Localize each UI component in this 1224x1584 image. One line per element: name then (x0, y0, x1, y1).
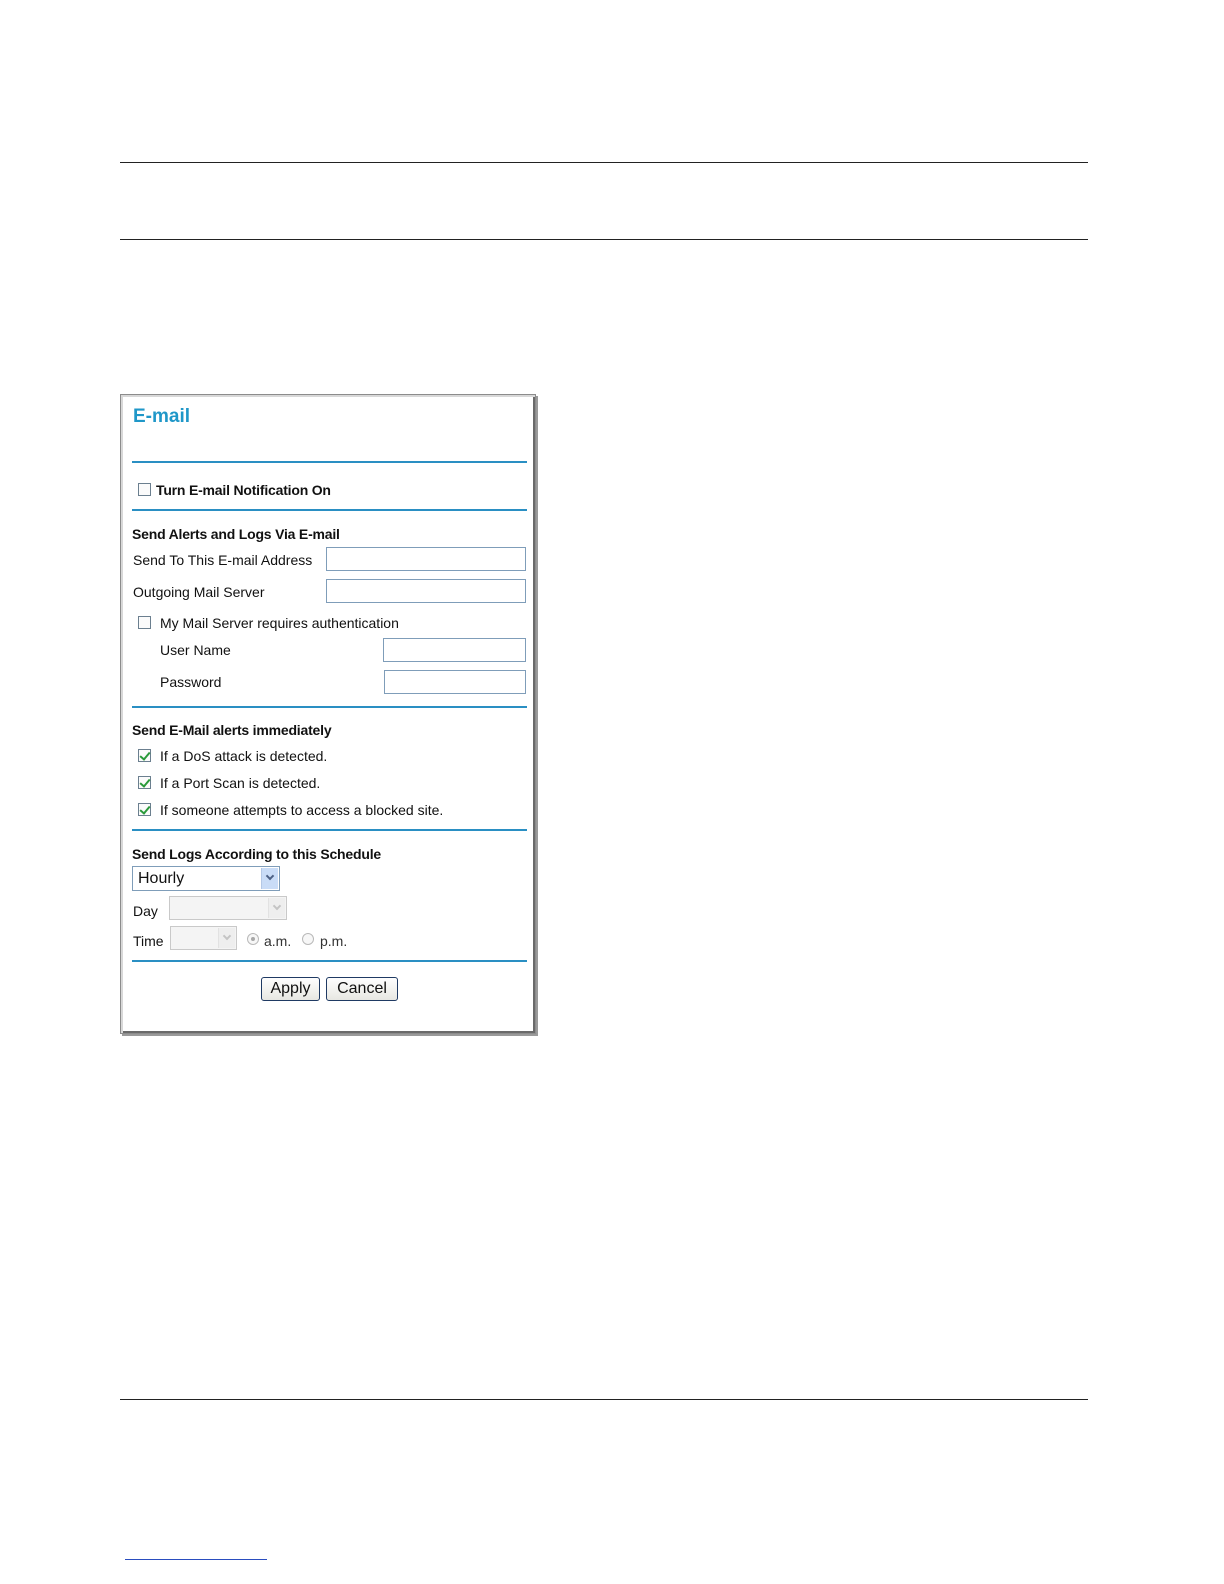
footer-rule (120, 1399, 1088, 1400)
divider (132, 509, 527, 511)
schedule-frequency-select[interactable] (132, 866, 280, 891)
panel-title: E-mail (133, 406, 191, 427)
divider (132, 829, 527, 831)
header-rule-bottom (120, 239, 1088, 240)
mail-server-input[interactable] (326, 579, 526, 603)
email-address-input[interactable] (326, 547, 526, 571)
password-input[interactable] (384, 670, 526, 694)
pm-radio[interactable] (302, 933, 314, 945)
day-select[interactable] (169, 896, 287, 920)
schedule-heading: Send Logs According to this Schedule (132, 846, 381, 862)
alerts-immediately-heading: Send E-Mail alerts immediately (132, 722, 332, 738)
chevron-down-icon (261, 868, 278, 889)
time-label: Time (133, 933, 164, 949)
password-label: Password (160, 674, 222, 690)
cancel-button[interactable]: Cancel (326, 977, 398, 1001)
mail-server-label: Outgoing Mail Server (133, 584, 265, 600)
am-label: a.m. (264, 933, 292, 949)
port-scan-alert-label: If a Port Scan is detected. (160, 775, 321, 791)
username-input[interactable] (383, 638, 526, 662)
time-select[interactable] (170, 926, 237, 950)
notification-label: Turn E-mail Notification On (156, 482, 331, 498)
am-radio[interactable] (247, 933, 259, 945)
footer-link-underline (125, 1559, 267, 1560)
divider (132, 461, 527, 463)
divider (132, 960, 527, 962)
dos-alert-checkbox[interactable] (138, 749, 151, 762)
email-settings-panel (120, 394, 536, 1034)
blocked-site-alert-label: If someone attempts to access a blocked site. (160, 802, 444, 818)
apply-button[interactable]: Apply (261, 977, 320, 1001)
auth-checkbox[interactable] (138, 616, 151, 629)
port-scan-alert-checkbox[interactable] (138, 776, 151, 789)
notification-checkbox[interactable] (138, 483, 151, 496)
chevron-down-icon (218, 928, 235, 948)
schedule-frequency-value: Hourly (138, 870, 185, 887)
divider (132, 706, 527, 708)
send-alerts-heading: Send Alerts and Logs Via E-mail (132, 526, 340, 542)
day-label: Day (133, 903, 158, 919)
chevron-down-icon (268, 898, 285, 918)
header-rule-top (120, 162, 1088, 163)
email-address-label: Send To This E-mail Address (133, 552, 313, 568)
blocked-site-alert-checkbox[interactable] (138, 803, 151, 816)
dos-alert-label: If a DoS attack is detected. (160, 748, 328, 764)
pm-label: p.m. (320, 933, 348, 949)
username-label: User Name (160, 642, 231, 658)
auth-label: My Mail Server requires authentication (160, 615, 399, 631)
